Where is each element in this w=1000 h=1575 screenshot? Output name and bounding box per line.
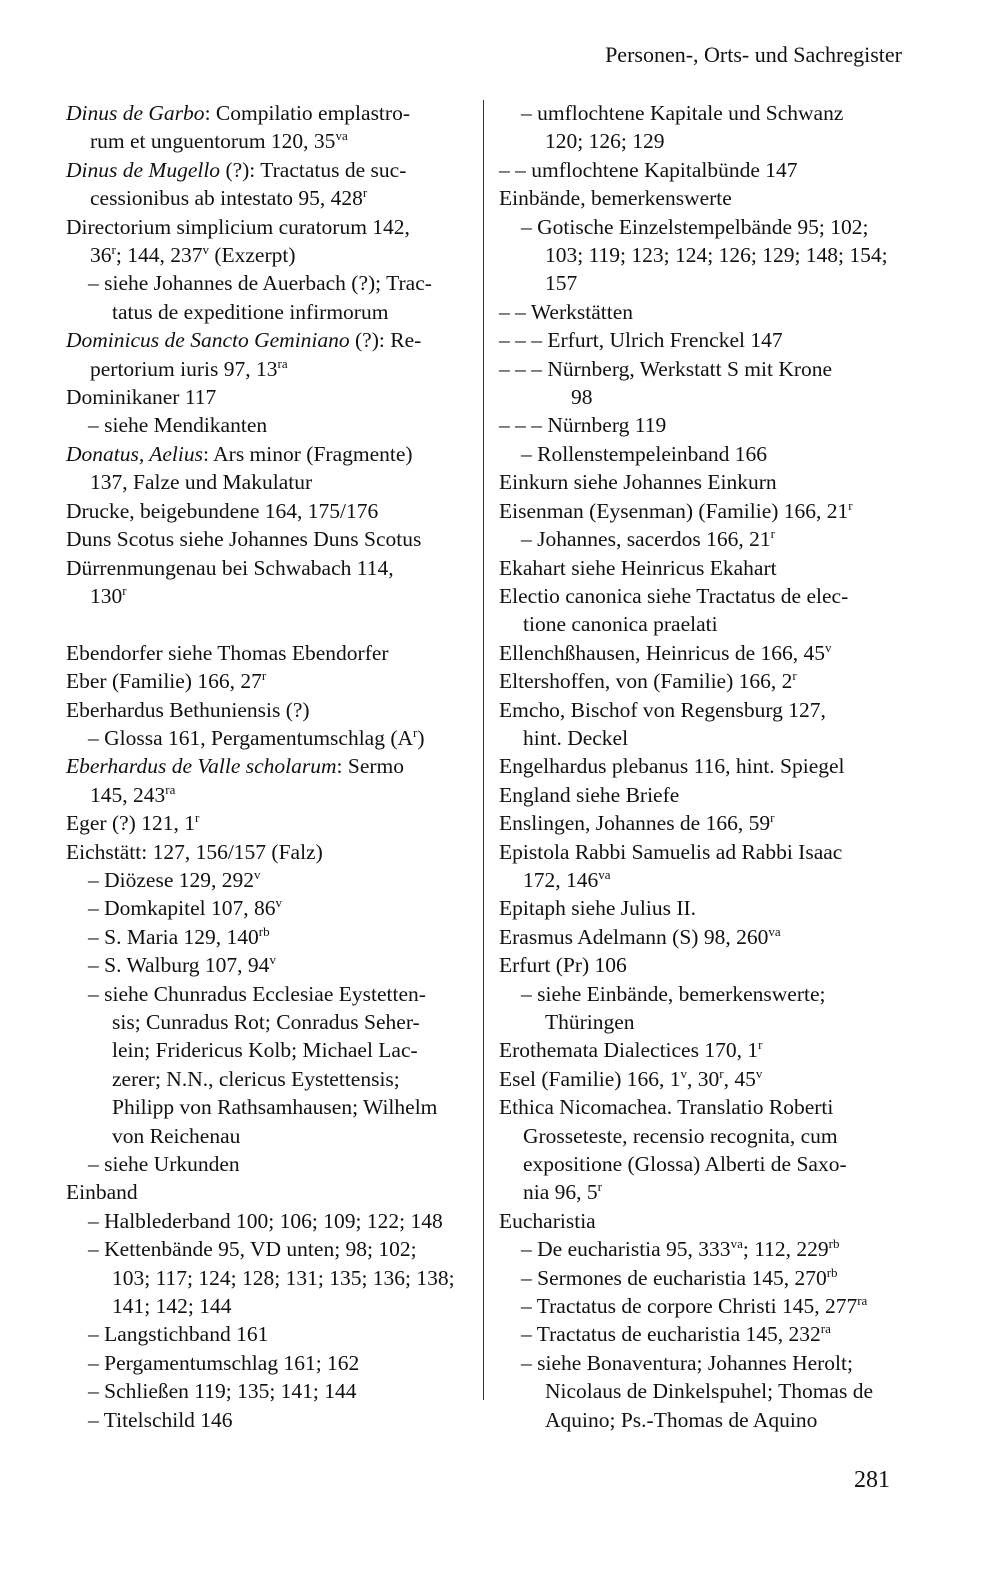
index-entry: – siehe Einbände, bemerkenswerte; Thüringen bbox=[521, 981, 826, 1034]
index-entry: Ethica Nicomachea. Translatio Roberti Grosseteste, recensio recognita, cum expositione (Glossa) Alberti de Saxo- nia 96, 5$^r$ bbox=[499, 1095, 847, 1205]
folio-side: v bbox=[825, 639, 832, 655]
folio-side: ra bbox=[820, 1321, 831, 1337]
index-entry: – – – Erfurt, Ulrich Frenckel 147 bbox=[499, 328, 783, 353]
index-entry: – Tractatus de eucharistia 145, $232^{ra}$ bbox=[521, 1321, 831, 1347]
folio-side: va bbox=[335, 128, 348, 144]
folio-side: ra bbox=[165, 781, 176, 797]
index-entry: Donatus, Aelius: Ars minor (Fragmente) 137, Falze und Makulatur bbox=[66, 441, 413, 495]
folio-side: r bbox=[770, 810, 775, 825]
italic-name: Dinus de Garbo bbox=[66, 101, 205, 125]
folio-side: v bbox=[269, 952, 276, 968]
index-entry: – Tractatus de corpore Christi 145, $277^{ra}$ bbox=[521, 1292, 868, 1319]
index-entry: Drucke, beigebundene 164, 175/176 bbox=[66, 498, 379, 523]
folio-side: va bbox=[598, 866, 611, 882]
index-entry: Einband bbox=[66, 1180, 138, 1205]
index-entry: England siehe Briefe bbox=[499, 782, 680, 807]
folio-side: r bbox=[848, 497, 853, 513]
index-entry: – siehe Bonaventura; Johannes Herolt; Nicolaus de Dinkelspuhel; Thomas de Aquino; Ps.-Thomas de Aquino bbox=[521, 1350, 874, 1432]
folio-side: v bbox=[202, 241, 209, 257]
index-entry: – siehe Urkunden bbox=[88, 1152, 240, 1177]
index-entry: Ebendorfer siehe Thomas Ebendorfer bbox=[66, 640, 389, 665]
index-entry: – Halblederband 100; 106; 109; 122; 148 bbox=[88, 1208, 443, 1233]
page-number: 281 bbox=[854, 1467, 890, 1493]
folio-side: rb bbox=[258, 923, 270, 939]
folio-side: r bbox=[792, 667, 797, 683]
index-entry: Esel (Familie) 166, 1$^v$, 30$^r$, 45$^v$ bbox=[499, 1065, 763, 1091]
index-entry: – De eucharistia 95, $333^{va}$; 112, $229^{rb}$ bbox=[521, 1236, 840, 1262]
index-entry: Eberhardus de Valle scholarum: Sermo 145, $243^{ra}$ bbox=[66, 754, 405, 807]
index-entry: – – Werkstätten bbox=[499, 299, 634, 324]
index-entry: – Kettenbände 95, VD unten; 98; 102; 103; 117; 124; 128; 131; 135; 136; 138; 141; 142; 144 bbox=[88, 1237, 455, 1319]
index-entry: – – – Nürnberg 119 bbox=[499, 413, 667, 438]
index-entry: – siehe Chunradus Ecclesiae Eystetten- sis; Cunradus Rot; Conradus Seher- lein; Fridericus Kolb; Michael Lac- zerer; N.N., clericus Eystettensis; Philipp von Rathsamhausen; Wilhelm von Reichenau bbox=[88, 981, 438, 1148]
folio-side: r bbox=[111, 241, 116, 257]
folio-side: rb bbox=[826, 1264, 838, 1280]
index-entry: Engelhardus plebanus 116, hint. Spiegel bbox=[499, 754, 845, 779]
index-entry: – S. Maria 129, $140^{rb}$ bbox=[88, 923, 270, 949]
index-entry: Eisenman (Eysenman) (Familie) 166, 21$^r$ bbox=[499, 497, 853, 523]
index-entry: – Diözese 129, 292$^v$ bbox=[88, 866, 261, 892]
index-entry: – Johannes, sacerdos 166, 21$^r$ bbox=[521, 525, 775, 552]
italic-name: Dominicus de Sancto Geminiano bbox=[66, 328, 350, 353]
index-entry: – siehe Johannes de Auerbach (?); Trac- tatus de expeditione infirmorum bbox=[88, 271, 432, 324]
folio-side: r bbox=[770, 525, 775, 541]
index-entry: – Sermones de eucharistia 145, $270^{rb}$ bbox=[521, 1264, 838, 1290]
index-entry: Epitaph siehe Julius II. bbox=[499, 896, 697, 921]
folio-side: ra bbox=[277, 355, 288, 371]
folio-side: v bbox=[254, 866, 261, 882]
folio-side: v bbox=[755, 1065, 763, 1081]
index-entry: – siehe Mendikanten bbox=[88, 413, 268, 438]
index-entry: – umflochtene Kapitale und Schwanz 120; 126; 129 bbox=[521, 101, 844, 154]
folio-side: r bbox=[122, 582, 127, 598]
index-column-left bbox=[66, 99, 476, 1434]
index-entry: Dominicus de Sancto Geminiano (?): Re- pertorium iuris 97, $13^{ra}$ bbox=[66, 328, 422, 381]
index-entry: – Langstichband 161 bbox=[88, 1322, 269, 1347]
index-entry: Eber (Familie) 166, 27$^r$ bbox=[66, 667, 267, 694]
index-entry: – Rollenstempeleinband 166 bbox=[521, 441, 768, 466]
index-entry: Ekahart siehe Heinricus Ekahart bbox=[499, 555, 777, 580]
folio-side: r bbox=[261, 667, 267, 683]
index-entry: Erasmus Adelmann (S) 98, $260^{va}$ bbox=[499, 923, 781, 949]
index-entry: Eberhardus Bethuniensis (?) bbox=[66, 697, 310, 722]
index-entry: Einkurn siehe Johannes Einkurn bbox=[499, 470, 777, 495]
index-entry: Dinus de Mugello (?): Tractatus de suc- cessionibus ab intestato 95, 428$^r$ bbox=[66, 157, 407, 211]
folio-side: rb bbox=[828, 1236, 840, 1252]
folio-side: r bbox=[413, 724, 418, 740]
index-entry: – Pergamentumschlag 161; 162 bbox=[88, 1350, 360, 1375]
index-entry: Dürrenmungenau bei Schwabach 114, 130$^r$ bbox=[66, 555, 394, 608]
folio-side: va bbox=[730, 1236, 743, 1252]
index-entry: – Glossa 161, Pergamentumschlag $(A^r)$ bbox=[88, 724, 425, 750]
index-entry: Einbände, bemerkenswerte bbox=[499, 186, 732, 211]
index-entry: – – umflochtene Kapitalbünde 147 bbox=[499, 157, 798, 182]
folio-side: v bbox=[275, 895, 283, 911]
index-entry: Electio canonica siehe Tractatus de elec- tione canonica praelati bbox=[499, 583, 849, 637]
index-column-right bbox=[499, 99, 902, 1434]
index-entry: Eltershoffen, von (Familie) 166, 2$^r$ bbox=[499, 667, 797, 694]
index-entry: Directorium simplicium curatorum 142, 36$^r$; 144, 237$^v$ (Exzerpt) bbox=[66, 214, 410, 268]
index-entry: – Domkapitel 107, 86$^v$ bbox=[88, 895, 283, 921]
folio-side: r bbox=[194, 809, 200, 825]
index-entry: Dinus de Garbo: Compilatio emplastro- rum et unguentorum 120, $35^{va}$ bbox=[66, 101, 410, 154]
folio-side: ra bbox=[857, 1292, 868, 1308]
index-entry: Erothemata Dialectices 170, 1$^r$ bbox=[499, 1037, 763, 1063]
index-entry: – Schließen 119; 135; 141; 144 bbox=[88, 1379, 357, 1404]
running-header: Personen-, Orts- und Sachregister bbox=[605, 42, 902, 67]
folio-side: r bbox=[719, 1065, 724, 1081]
folio-side: r bbox=[597, 1179, 602, 1195]
section-gap bbox=[66, 610, 476, 638]
index-entry: Erfurt (Pr) 106 bbox=[499, 953, 627, 978]
index-entry: Eichstätt: 127, 156/157 (Falz) bbox=[66, 839, 323, 864]
index-entry: – Titelschild 146 bbox=[88, 1407, 233, 1432]
column-divider bbox=[483, 100, 484, 1400]
folio-side: r bbox=[758, 1037, 763, 1053]
index-entry: Eucharistia bbox=[499, 1208, 596, 1233]
index-entry: Duns Scotus siehe Johannes Duns Scotus bbox=[66, 527, 422, 552]
index-entry: Eger (?) 121, 1$^r$ bbox=[66, 809, 200, 836]
italic-name: Dinus de Mugello bbox=[66, 157, 221, 182]
index-entry: Emcho, Bischof von Regensburg 127, hint. Deckel bbox=[499, 697, 826, 750]
folio-side: r bbox=[362, 185, 368, 201]
index-entry: – – – Nürnberg, Werkstatt S mit Krone 98 bbox=[499, 356, 833, 410]
index-entry: Ellenchßhausen, Heinricus de 166, 45$^v$ bbox=[499, 639, 832, 665]
index-entry: – Gotische Einzelstempelbände 95; 102; 103; 119; 123; 124; 126; 129; 148; 154; 157 bbox=[521, 214, 888, 296]
folio-side: v bbox=[680, 1065, 688, 1081]
italic-name: Eberhardus de Valle scholarum bbox=[66, 754, 337, 779]
folio-side: va bbox=[768, 923, 781, 939]
index-entry: Epistola Rabbi Samuelis ad Rabbi Isaac 172, $146^{va}$ bbox=[499, 839, 843, 892]
index-entry: Enslingen, Johannes de 166, 59$^r$ bbox=[499, 810, 775, 836]
index-entry: – S. Walburg 107, 94$^v$ bbox=[88, 952, 276, 978]
italic-name: Donatus, Aelius bbox=[66, 441, 203, 466]
index-entry: Dominikaner 117 bbox=[66, 385, 217, 410]
